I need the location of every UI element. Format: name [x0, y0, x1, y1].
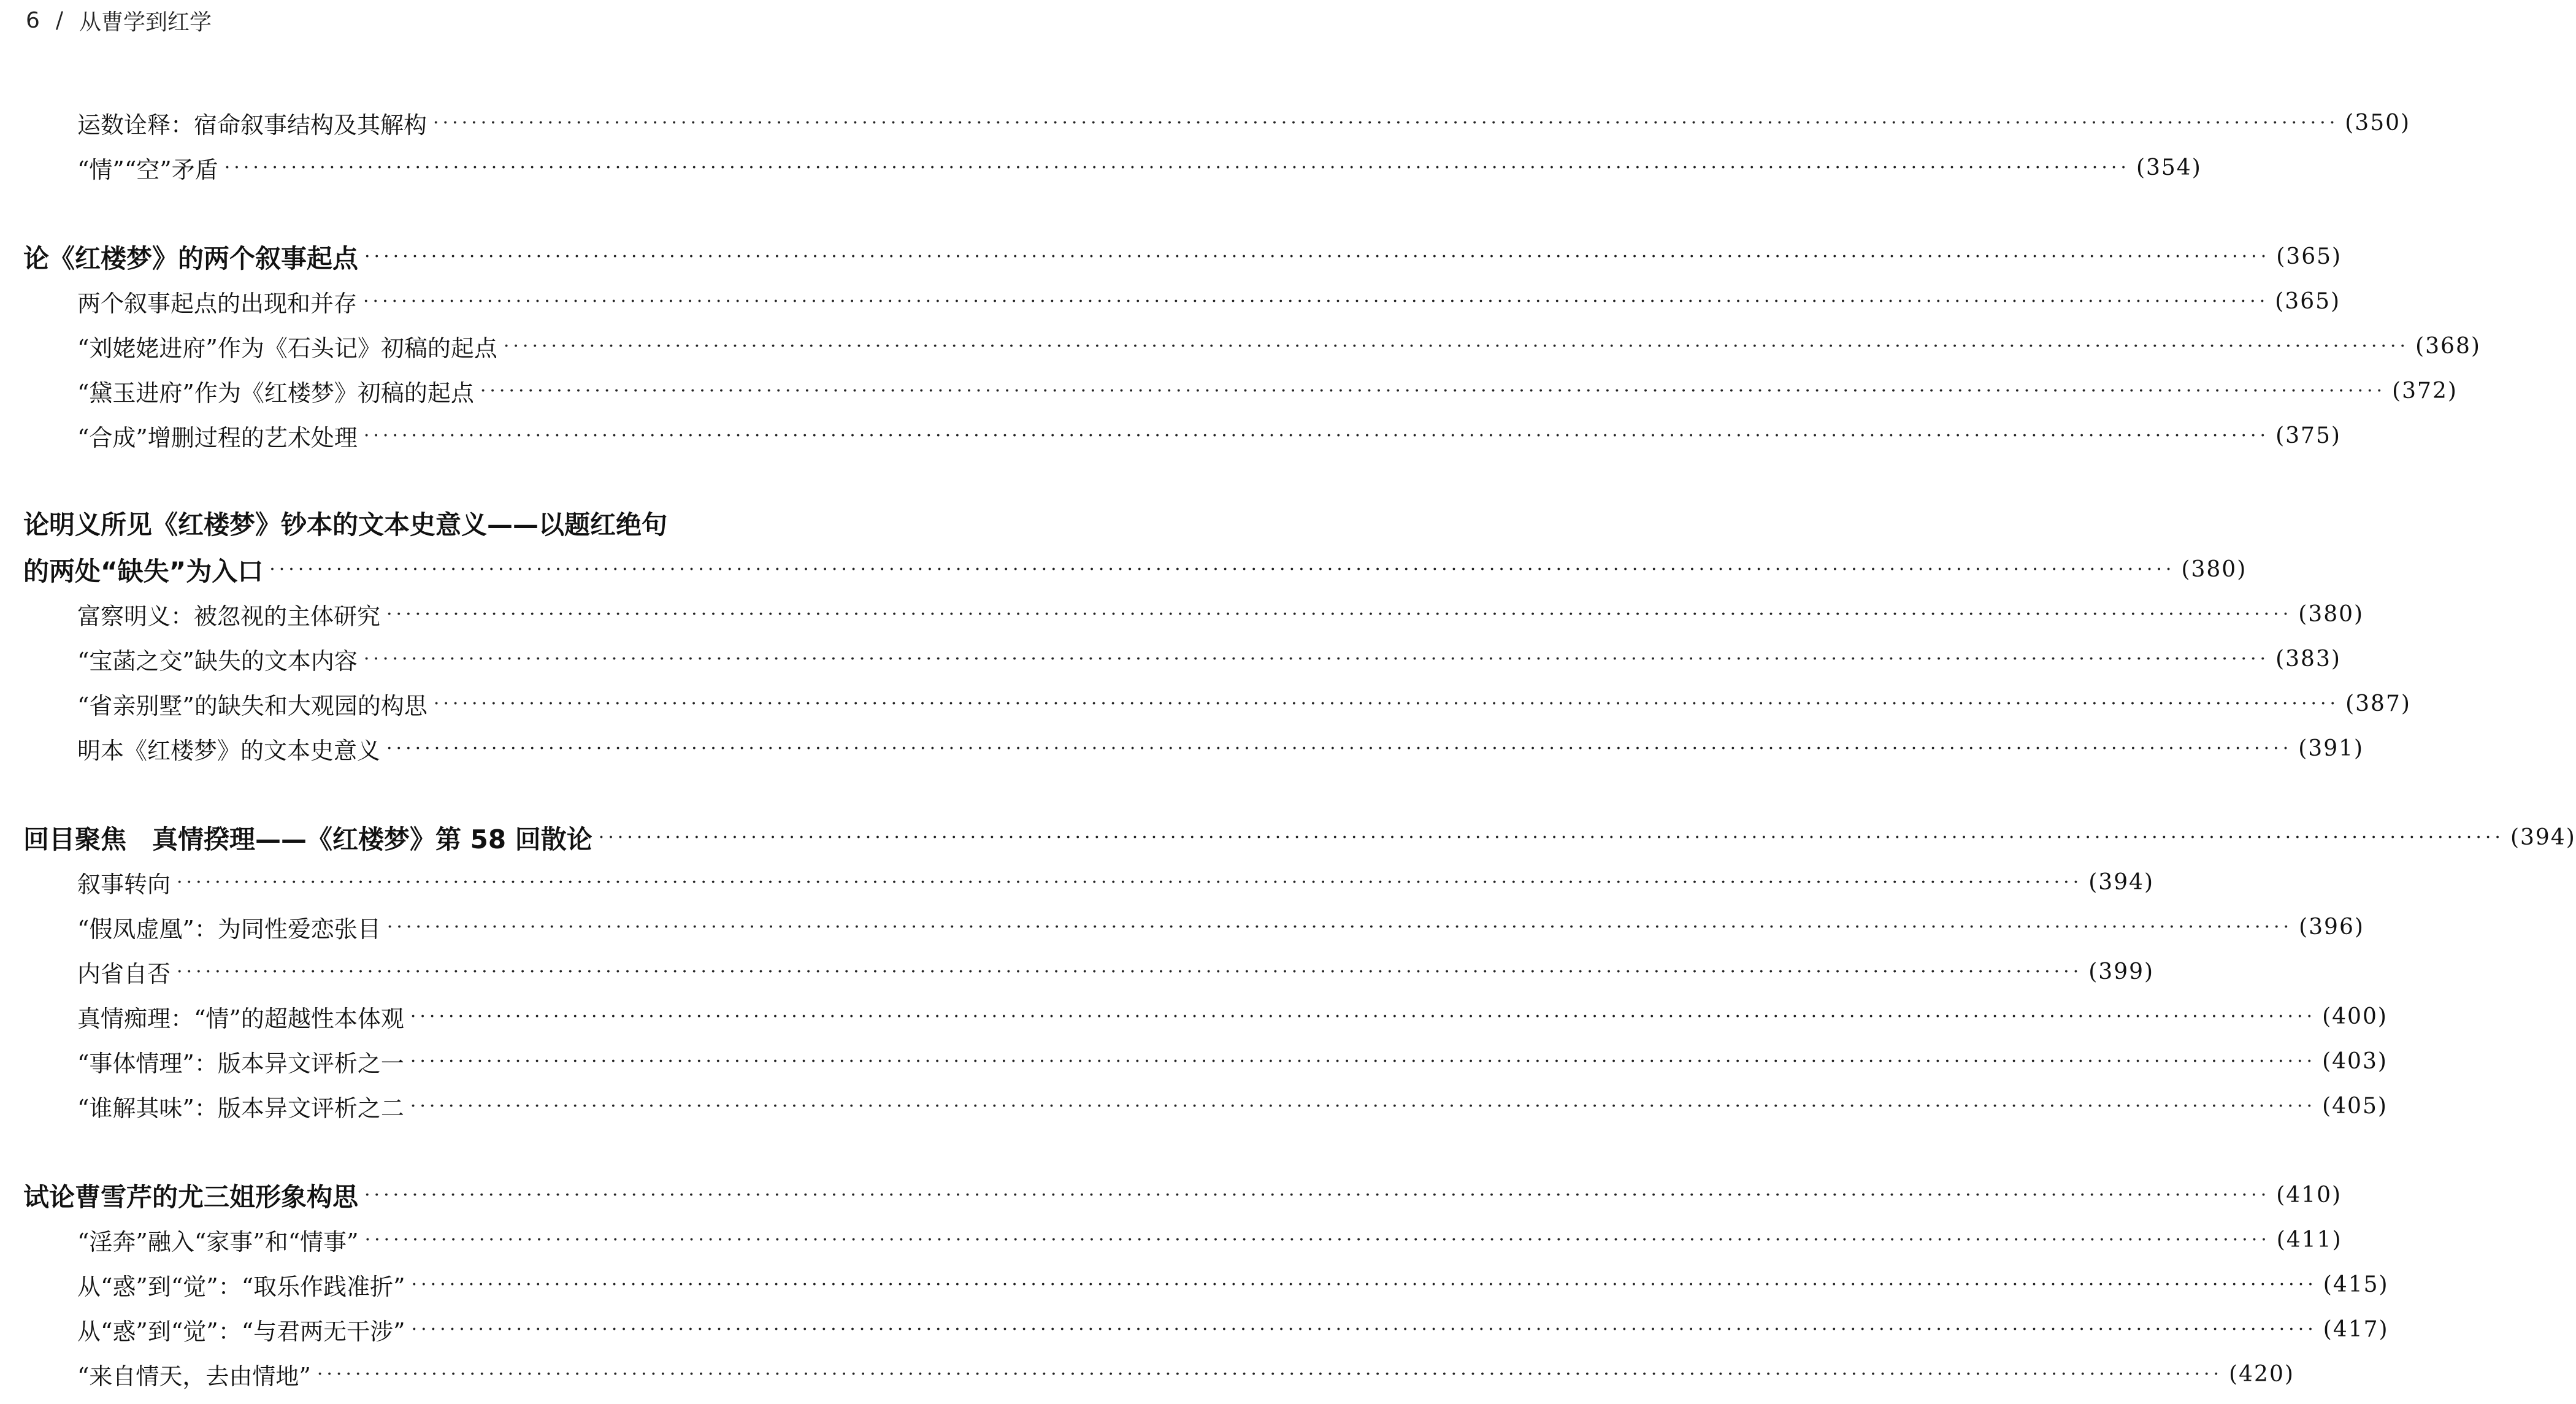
dot-leader: ········································································································································································································ — [480, 380, 2386, 402]
dot-leader: ········································································································································································································ — [364, 246, 2271, 267]
subentry-title: “合成”增删过程的艺术处理 — [77, 424, 358, 451]
toc-chapter-entry[interactable] — [23, 234, 2342, 279]
dot-leader: ········································································································································································································ — [433, 693, 2340, 715]
toc-group — [23, 502, 2411, 771]
dot-leader: ········································································································································································································ — [364, 1229, 2271, 1251]
toc-subentry[interactable] — [23, 905, 2364, 949]
subentry-page: (391) — [2298, 736, 2364, 761]
toc-subentry[interactable] — [23, 279, 2341, 324]
dot-leader: ········································································································································································································ — [433, 112, 2339, 134]
chapter-page: (380) — [2181, 557, 2247, 582]
dot-leader: ········································································································································································································ — [269, 559, 2175, 580]
toc-subentry[interactable] — [23, 1218, 2342, 1262]
subentry-page: (380) — [2298, 602, 2364, 627]
dot-leader: ········································································································································································································ — [363, 648, 2270, 670]
dot-leader: ········································································································································································································ — [410, 1051, 2317, 1072]
toc-group — [23, 101, 2411, 190]
toc-group — [23, 234, 2481, 458]
chapter-title: 回目聚焦 真情揆理——《红楼梦》第 58 回散论 — [23, 824, 592, 854]
toc-group — [23, 815, 2576, 1129]
subentry-title: “来自情天，去由情地” — [77, 1363, 311, 1390]
book-title: 从曹学到红学 — [79, 9, 212, 35]
subentry-title: 从“惑”到“觉”：“与君两无干涉” — [77, 1318, 405, 1345]
subentry-title: “黛玉进府”作为《红楼梦》初稿的起点 — [77, 380, 474, 407]
dot-leader: ········································································································································································································ — [177, 961, 2083, 983]
subentry-title: 叙事转向 — [77, 871, 171, 898]
toc-subentry[interactable] — [23, 726, 2364, 771]
subentry-title: “刘姥姥进府”作为《石头记》初稿的起点 — [77, 335, 497, 362]
page-number: 6 — [26, 7, 40, 33]
header-separator: / — [55, 7, 64, 33]
toc-subentry[interactable] — [23, 413, 2341, 458]
subentry-page: (417) — [2323, 1317, 2389, 1342]
dot-leader: ········································································································································································································ — [411, 1319, 2317, 1340]
toc-subentry[interactable] — [23, 681, 2411, 726]
subentry-title: “省亲别墅”的缺失和大观园的构思 — [77, 692, 427, 719]
toc-subentry[interactable] — [23, 949, 2155, 994]
dot-leader: ········································································································································································································ — [503, 336, 2410, 357]
dot-leader: ········································································································································································································ — [177, 872, 2083, 893]
toc-subentry[interactable] — [23, 592, 2364, 637]
subentry-title: 两个叙事起点的出现和并存 — [77, 290, 358, 317]
subentry-title: 真情痴理：“情”的超越性本体观 — [77, 1005, 404, 1032]
dot-leader: ········································································································································································································ — [316, 1364, 2223, 1385]
subentry-page: (365) — [2275, 289, 2341, 314]
toc-chapter-entry[interactable] — [23, 547, 2247, 592]
chapter-title: 论《红楼梦》的两个叙事起点 — [23, 243, 359, 274]
dot-leader: ········································································································································································································ — [386, 604, 2293, 625]
subentry-page: (354) — [2136, 155, 2202, 180]
chapter-page: (394) — [2510, 825, 2576, 850]
toc-subentry[interactable] — [23, 1262, 2389, 1307]
subentry-page: (411) — [2276, 1227, 2342, 1252]
subentry-title: “淫奔”融入“家事”和“情事” — [77, 1229, 359, 1256]
toc-subentry[interactable] — [23, 637, 2341, 681]
subentry-page: (405) — [2322, 1094, 2388, 1119]
dot-leader: ········································································································································································································ — [386, 916, 2293, 938]
dot-leader: ········································································································································································································ — [224, 157, 2130, 178]
subentry-page: (383) — [2275, 646, 2341, 672]
toc-chapter-entry[interactable] — [23, 815, 2576, 860]
subentry-page: (394) — [2088, 870, 2155, 895]
subentry-page: (420) — [2229, 1362, 2294, 1387]
subentry-title: 明本《红楼梦》的文本史意义 — [77, 737, 381, 764]
subentry-page: (400) — [2322, 1004, 2388, 1029]
subentry-page: (403) — [2322, 1049, 2388, 1074]
subentry-title: 从“惑”到“觉”：“取乐作践准折” — [77, 1273, 405, 1300]
dot-leader: ········································································································································································································ — [363, 291, 2269, 312]
chapter-title-line2: 的两处“缺失”为入口 — [23, 556, 264, 586]
subentry-title: “事体情理”：版本异文评析之一 — [77, 1050, 404, 1077]
toc-chapter-entry[interactable] — [23, 1173, 2342, 1218]
dot-leader: ········································································································································································································ — [386, 738, 2293, 759]
table-of-contents — [23, 101, 2576, 1397]
toc-subentry[interactable] — [23, 994, 2388, 1039]
subentry-page: (399) — [2088, 959, 2155, 984]
chapter-title-line1[interactable]: 论明义所见《红楼梦》钞本的文本史意义——以题红绝句 — [23, 510, 668, 540]
subentry-title: “谁解其味”：版本异文评析之二 — [77, 1095, 404, 1122]
running-header — [26, 5, 212, 36]
toc-subentry[interactable] — [23, 1352, 2294, 1397]
toc-subentry[interactable] — [23, 1039, 2388, 1084]
subentry-title: “假凤虚凰”：为同性爱恋张目 — [77, 916, 381, 943]
subentry-page: (415) — [2323, 1272, 2389, 1297]
dot-leader: ········································································································································································································ — [410, 1006, 2317, 1027]
subentry-title: 内省自否 — [77, 961, 171, 988]
toc-subentry[interactable] — [23, 860, 2155, 905]
toc-subentry[interactable] — [23, 369, 2458, 413]
subentry-page: (387) — [2345, 691, 2411, 716]
toc-subentry[interactable] — [23, 1084, 2388, 1129]
subentry-title: 富察明义：被忽视的主体研究 — [77, 603, 381, 630]
subentry-title: 运数诠释：宿命叙事结构及其解构 — [77, 112, 427, 139]
subentry-page: (396) — [2299, 915, 2364, 940]
toc-subentry[interactable] — [23, 1307, 2389, 1352]
toc-group — [23, 1173, 2389, 1397]
subentry-page: (372) — [2392, 378, 2458, 404]
chapter-page: (365) — [2276, 244, 2342, 269]
subentry-title: “宝菡之交”缺失的文本内容 — [77, 648, 358, 675]
toc-subentry[interactable] — [23, 145, 2202, 190]
dot-leader: ········································································································································································································ — [598, 827, 2504, 848]
toc-subentry[interactable] — [23, 324, 2481, 369]
dot-leader: ········································································································································································································ — [410, 1095, 2317, 1117]
subentry-page: (350) — [2345, 110, 2411, 136]
dot-leader: ········································································································································································································ — [364, 1184, 2271, 1206]
chapter-title: 试论曹雪芹的尤三姐形象构思 — [23, 1181, 359, 1212]
chapter-page: (410) — [2276, 1183, 2342, 1208]
dot-leader: ········································································································································································································ — [411, 1274, 2317, 1295]
subentry-page: (375) — [2275, 423, 2341, 448]
subentry-title: “情”“空”矛盾 — [77, 156, 218, 183]
subentry-page: (368) — [2415, 334, 2481, 359]
toc-subentry[interactable] — [23, 101, 2411, 145]
dot-leader: ········································································································································································································ — [363, 425, 2270, 447]
